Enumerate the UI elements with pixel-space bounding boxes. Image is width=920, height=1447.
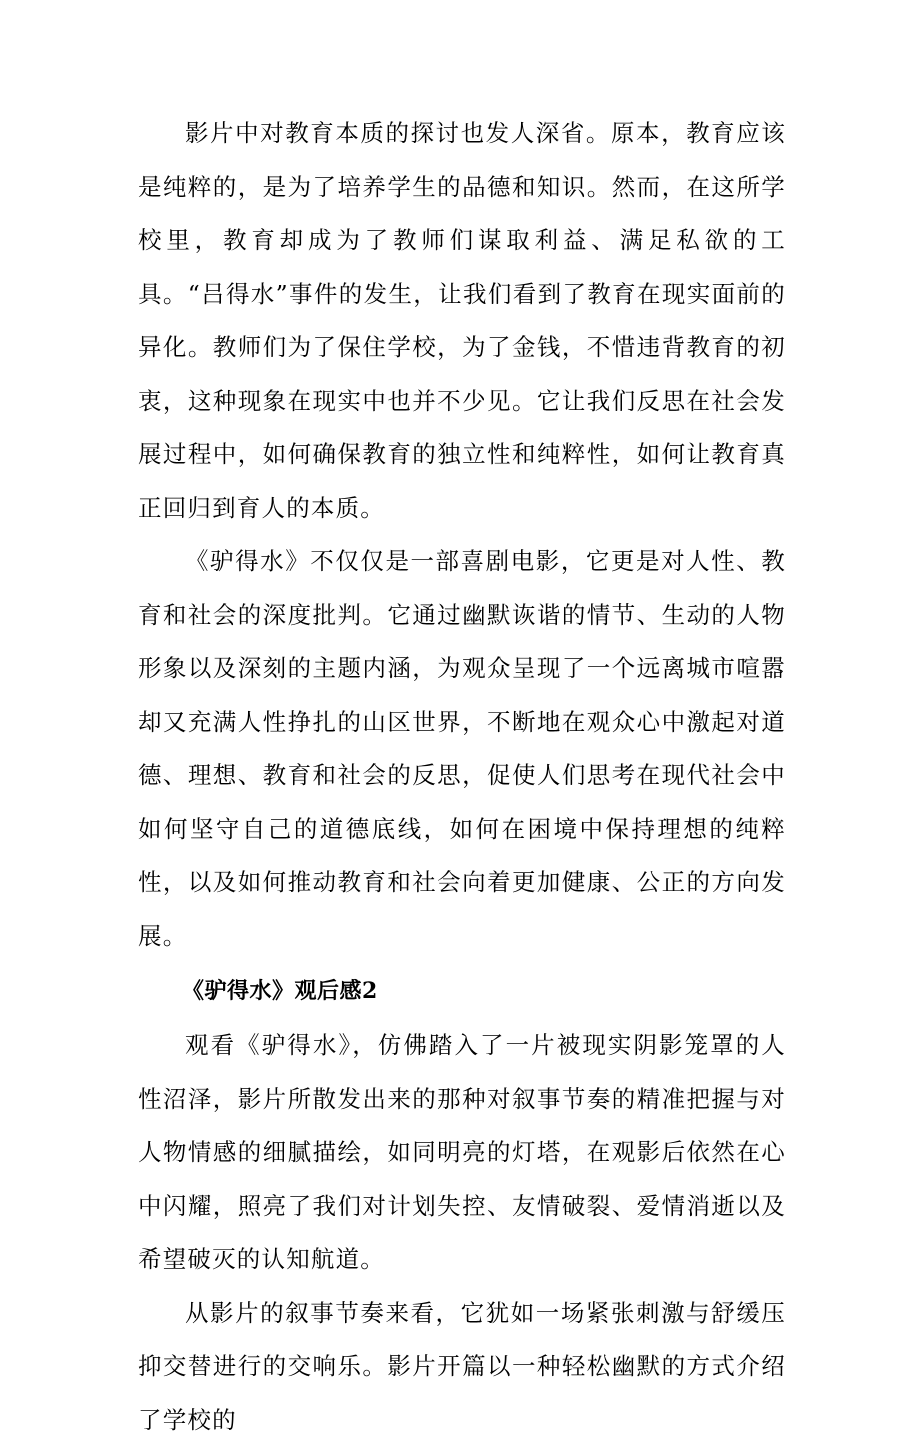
document-page [138,107,786,1447]
paragraph-education-essence: 影片中对教育本质的探讨也发人深省。原本，教育应该是纯粹的，是为了培养学生的品德和知识。然而，在这所学校里，教育却成为了教师们谋取利益、满足私欲的工具。“吕得水”事件的发生，让我们看到了教育在现实面前的异化。教师们为了保住学校，为了金钱，不惜违背教育的初衷，这种现象在现实中也并不少见。它让我们反思在社会发展过程中，如何确保教育的独立性和纯粹性，如何让教育真正回归到育人的本质。 [138,107,786,535]
paragraph-viewing-impression: 观看《驴得水》，仿佛踏入了一片被现实阴影笼罩的人性沼泽，影片所散发出来的那种对叙事节奏的精准把握与对人物情感的细腻描绘，如同明亮的灯塔，在观影后依然在心中闪耀，照亮了我们对计划失控、友情破裂、爱情消逝以及希望破灭的认知航道。 [138,1019,786,1287]
paragraph-critique-summary: 《驴得水》不仅仅是一部喜剧电影，它更是对人性、教育和社会的深度批判。它通过幽默诙谐的情节、生动的人物形象以及深刻的主题内涵，为观众呈现了一个远离城市喧嚣却又充满人性挣扎的山区世界，不断地在观众心中激起对道德、理想、教育和社会的反思，促使人们思考在现代社会中如何坚守自己的道德底线，如何在困境中保持理想的纯粹性，以及如何推动教育和社会向着更加健康、公正的方向发展。 [138,535,786,963]
paragraph-narrative-rhythm: 从影片的叙事节奏来看，它犹如一场紧张刺激与舒缓压抑交替进行的交响乐。影片开篇以一种轻松幽默的方式介绍了学校的 [138,1287,786,1447]
section-heading: 《驴得水》观后感2 [138,963,786,1019]
